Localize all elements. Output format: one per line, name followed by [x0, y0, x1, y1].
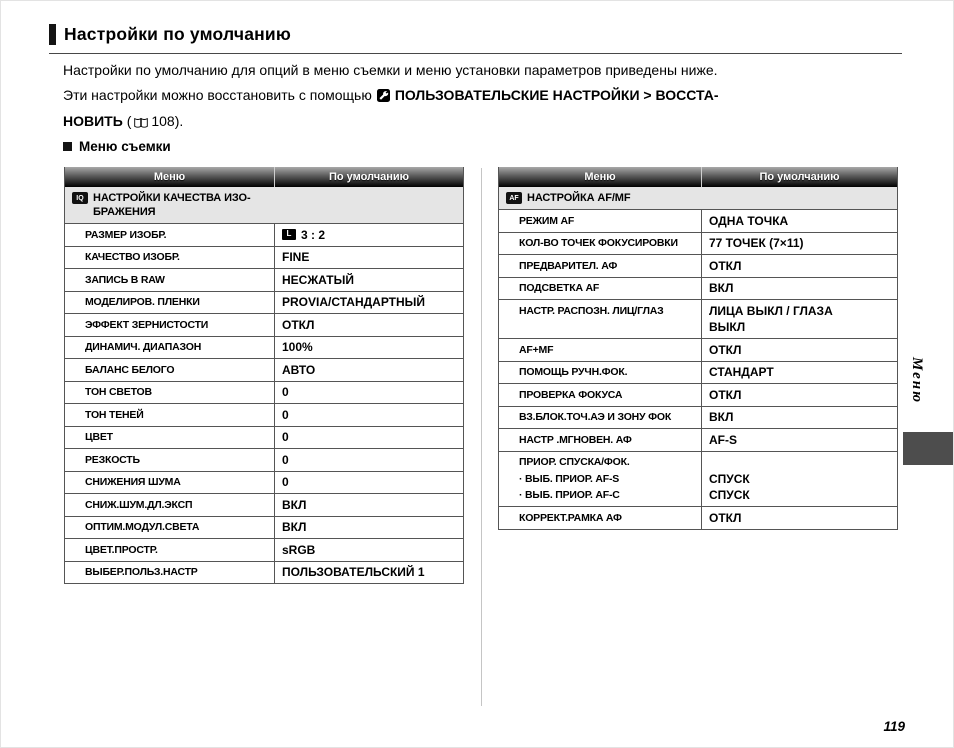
- value-line: ОТКЛ: [709, 387, 742, 402]
- label-line: ТОН СВЕТОВ: [85, 386, 152, 398]
- section-header-label: [93, 191, 251, 219]
- label-line: НАСТР .МГНОВЕН. АФ: [519, 433, 632, 446]
- default-value: [274, 382, 463, 404]
- label-line: ВЗ.БЛОК.ТОЧ.АЭ И ЗОНУ ФОК: [519, 411, 672, 423]
- value-line: AF-S: [709, 432, 737, 447]
- page-ref-open: (: [126, 113, 132, 129]
- menu-item-label: [65, 517, 274, 539]
- default-value: [701, 407, 897, 429]
- value-lines: [282, 519, 306, 536]
- label-line: РАЗМЕР ИЗОБР.: [85, 228, 167, 241]
- table-row: [499, 338, 897, 361]
- value-lines: [282, 429, 289, 446]
- menu-item-label: [499, 300, 701, 338]
- section-header-row: [65, 187, 463, 223]
- value-lines: [282, 407, 289, 424]
- table-row: [499, 428, 897, 451]
- menu-item-label: [499, 278, 701, 300]
- label-line: РЕЖИМ AF: [519, 214, 575, 227]
- label-line: ПОДСВЕТКА AF: [519, 282, 600, 294]
- value-line: ЛИЦА ВЫКЛ / ГЛАЗА: [709, 303, 833, 318]
- menu-item-label: [499, 429, 701, 451]
- value-line: АВТО: [282, 362, 316, 377]
- default-value: [274, 247, 463, 269]
- value-line: СПУСК: [709, 471, 750, 486]
- chapter-tab: [903, 432, 953, 465]
- value-line: ОТКЛ: [709, 510, 742, 525]
- value-line: sRGB: [282, 542, 316, 557]
- section-label-line: НАСТРОЙКИ КАЧЕСТВА ИЗО-: [93, 192, 251, 204]
- table-row: [499, 361, 897, 384]
- default-value: [274, 562, 463, 584]
- table-row: [65, 426, 463, 449]
- intro-line-2: Эти настройки можно восстановить с помощью: [63, 86, 372, 103]
- value-lines: [282, 452, 289, 469]
- default-value: [274, 539, 463, 561]
- default-value: [274, 472, 463, 494]
- default-value: [701, 507, 897, 529]
- value-lines: [709, 387, 741, 404]
- menu-item-label: [65, 472, 274, 494]
- reset-label-part1: ВОССТА-: [655, 86, 719, 103]
- value-line: 0: [282, 475, 289, 489]
- table-row: [65, 336, 463, 359]
- page-number: 119: [883, 719, 905, 734]
- default-value: [274, 314, 463, 336]
- value-lines: [709, 409, 733, 426]
- table-row: [65, 516, 463, 539]
- menu-item-label: [499, 452, 701, 507]
- label-line: ДИНАМИЧ. ДИАПАЗОН: [85, 341, 202, 353]
- image-size-l-icon: L: [282, 229, 296, 240]
- label-line: ЦВЕТ.ПРОСТР.: [85, 543, 158, 556]
- value-lines: [282, 294, 425, 311]
- label-line: ОПТИМ.МОДУЛ.СВЕТА: [85, 521, 200, 533]
- menu-item-label: [65, 427, 274, 449]
- value-line: ОТКЛ: [709, 342, 742, 357]
- menu-item-label: [499, 255, 701, 277]
- label-line: КОЛ-ВО ТОЧЕК ФОКУСИРОВКИ: [519, 237, 678, 249]
- value-lines: [709, 510, 741, 527]
- label-line: СНИЖЕНИЯ ШУМА: [85, 476, 181, 488]
- section-heading: [63, 139, 171, 154]
- default-value: [701, 452, 897, 507]
- table-row: [65, 538, 463, 561]
- menu-item-label: [65, 494, 274, 516]
- value-lines: [282, 564, 425, 581]
- default-value: [274, 494, 463, 516]
- value-lines: [301, 227, 325, 244]
- default-value: [701, 429, 897, 451]
- menu-item-label: [65, 337, 274, 359]
- table-row: [65, 246, 463, 269]
- title-divider: [49, 53, 902, 54]
- table-row: [499, 406, 897, 429]
- label-line: ЭФФЕКТ ЗЕРНИСТОСТИ: [85, 318, 209, 331]
- section-bullet-icon: [63, 142, 72, 151]
- table-row: [65, 448, 463, 471]
- default-value: [701, 278, 897, 300]
- column-header: Меню: [584, 171, 616, 183]
- value-lines: [282, 474, 289, 491]
- menu-item-label: [65, 562, 274, 584]
- menu-item-label: [499, 407, 701, 429]
- menu-item-label: [65, 269, 274, 291]
- value-lines: [709, 364, 774, 381]
- table-row: [65, 381, 463, 404]
- label-line: ТОН ТЕНЕЙ: [85, 408, 144, 421]
- default-value: [274, 427, 463, 449]
- value-line: ВКЛ: [709, 410, 734, 424]
- label-line: СНИЖ.ШУМ.ДЛ.ЭКСП: [85, 498, 193, 511]
- table-row: [499, 232, 897, 255]
- intro-line-1: Настройки по умолчанию для опций в меню съемки и меню установки параметров приведены ниже.: [63, 62, 718, 78]
- default-value: [274, 292, 463, 314]
- default-value: [274, 404, 463, 426]
- label-line: ЗАПИСЬ В RAW: [85, 273, 165, 286]
- reset-label-part2: НОВИТЬ: [63, 113, 123, 129]
- table-row: [65, 493, 463, 516]
- table-header-row: [65, 167, 463, 187]
- value-line: ОТКЛ: [709, 258, 742, 273]
- table-row: [65, 291, 463, 314]
- label-line: · ВЫБ. ПРИОР. AF-S: [519, 472, 620, 485]
- default-value: [701, 233, 897, 255]
- af-mf-icon: AF: [506, 192, 522, 204]
- value-lines: [709, 258, 741, 275]
- value-lines: [282, 384, 289, 401]
- table-row: [65, 561, 463, 584]
- value-lines: [282, 272, 354, 289]
- menu-item-label: [499, 384, 701, 406]
- menu-separator: >: [639, 86, 656, 103]
- label-line: · ВЫБ. ПРИОР. AF-C: [519, 489, 620, 501]
- default-value: [701, 255, 897, 277]
- column-header: По умолчанию: [274, 167, 463, 187]
- label-line: ПРОВЕРКА ФОКУСА: [519, 388, 623, 401]
- value-lines: [709, 454, 750, 504]
- table-row: [65, 471, 463, 494]
- value-line: ВЫКЛ: [709, 320, 746, 334]
- value-line: НЕСЖАТЫЙ: [282, 272, 354, 287]
- value-line: ОТКЛ: [282, 317, 315, 332]
- default-value: [274, 449, 463, 471]
- value-line: ВКЛ: [709, 281, 734, 295]
- value-lines: [282, 317, 314, 334]
- value-lines: [282, 542, 315, 559]
- label-line: ВЫБЕР.ПОЛЬЗ.НАСТР: [85, 566, 198, 578]
- default-value: [701, 384, 897, 406]
- value-line: ВКЛ: [282, 497, 307, 512]
- page-title-block: [49, 24, 291, 45]
- table-row: [499, 254, 897, 277]
- default-value: [701, 210, 897, 232]
- label-line: БАЛАНС БЕЛОГО: [85, 363, 175, 376]
- menu-item-label: [65, 247, 274, 269]
- table-row: [499, 277, 897, 300]
- page-ref-close: ).: [174, 113, 184, 129]
- menu-item-label: [65, 382, 274, 404]
- section-header-row: [499, 187, 897, 209]
- value-lines: [282, 249, 309, 266]
- default-value: [274, 337, 463, 359]
- menu-item-label: [499, 210, 701, 232]
- book-page-icon: [134, 111, 148, 136]
- table-row: [65, 268, 463, 291]
- menu-item-label: [499, 362, 701, 384]
- menu-item-label: [499, 507, 701, 529]
- value-line: 3 : 2: [301, 227, 326, 242]
- menu-item-label: [65, 224, 274, 246]
- table-row: [499, 506, 897, 529]
- value-line: 0: [282, 452, 289, 467]
- default-value: [274, 359, 463, 381]
- page-title: Настройки по умолчанию: [64, 24, 292, 44]
- column-header: Меню: [153, 171, 186, 183]
- section-title: Меню съемки: [79, 139, 171, 154]
- value-line: 77 ТОЧЕК (7×11): [709, 236, 804, 250]
- image-quality-icon: IQ: [72, 192, 88, 204]
- value-lines: [709, 280, 733, 297]
- label-line: ПОМОЩЬ РУЧН.ФОК.: [519, 366, 628, 378]
- title-accent-bar: [49, 24, 56, 45]
- label-line: НАСТР. РАСПОЗН. ЛИЦ/ГЛАЗ: [519, 304, 664, 317]
- menu-item-label: [65, 449, 274, 471]
- value-line: 100%: [282, 340, 313, 354]
- label-line: ЦВЕТ: [85, 431, 113, 443]
- section-label-line: БРАЖЕНИЯ: [93, 206, 156, 218]
- value-line: ВКЛ: [282, 520, 307, 534]
- default-value: [274, 224, 463, 246]
- value-lines: [709, 432, 737, 449]
- default-value: [701, 362, 897, 384]
- column-divider: [481, 168, 482, 706]
- label-line: КОРРЕКТ.РАМКА АФ: [519, 511, 622, 524]
- value-line: СТАНДАРТ: [709, 365, 774, 379]
- label-line: КАЧЕСТВО ИЗОБР.: [85, 251, 180, 263]
- value-line: 0: [282, 430, 289, 444]
- intro-paragraph: [63, 58, 905, 136]
- value-line: FINE: [282, 250, 310, 264]
- value-lines: [282, 339, 313, 356]
- table-row: [65, 358, 463, 381]
- table-header-row: [499, 167, 897, 187]
- menu-item-label: [65, 359, 274, 381]
- value-lines: [282, 362, 315, 379]
- table-row: [65, 313, 463, 336]
- value-lines: [709, 235, 804, 252]
- menu-item-label: [65, 314, 274, 336]
- shooting-menu-table: [64, 167, 464, 584]
- label-line: ПРЕДВАРИТЕЛ. АФ: [519, 259, 618, 272]
- value-lines: [282, 497, 306, 514]
- menu-item-label: [65, 539, 274, 561]
- value-lines: [709, 213, 788, 230]
- table-row: [499, 299, 897, 338]
- value-line: 0: [282, 385, 289, 399]
- section-label-line: НАСТРОЙКА AF/MF: [527, 192, 631, 204]
- table-row: [499, 209, 897, 232]
- label-line: РЕЗКОСТЬ: [85, 453, 140, 466]
- table-row: [65, 403, 463, 426]
- menu-item-label: [65, 292, 274, 314]
- af-mf-menu-table: [498, 167, 898, 530]
- custom-settings-label: ПОЛЬЗОВАТЕЛЬСКИЕ НАСТРОЙКИ: [394, 86, 640, 103]
- value-line: СПУСК: [709, 488, 750, 502]
- value-line: ПОЛЬЗОВАТЕЛЬСКИЙ 1: [282, 565, 425, 579]
- table-row: [65, 223, 463, 246]
- label-line: ПРИОР. СПУСКА/ФОК.: [519, 456, 630, 468]
- value-line: PROVIA/СТАНДАРТНЫЙ: [282, 295, 426, 309]
- default-value: [701, 339, 897, 361]
- menu-item-label: [499, 233, 701, 255]
- sidebar-chapter-label: Меню: [909, 357, 925, 405]
- table-row: [499, 383, 897, 406]
- default-value: [274, 517, 463, 539]
- table-row: [499, 451, 897, 507]
- value-lines: [709, 342, 741, 359]
- value-line: [709, 454, 750, 471]
- value-line: 0: [282, 407, 289, 422]
- value-lines: [709, 303, 833, 336]
- menu-item-label: [65, 404, 274, 426]
- page-ref-number: 108: [151, 113, 175, 129]
- default-value: [701, 300, 897, 338]
- column-header: По умолчанию: [701, 167, 897, 187]
- section-header-label: [527, 191, 630, 205]
- value-line: ОДНА ТОЧКА: [709, 213, 789, 228]
- label-line: МОДЕЛИРОВ. ПЛЕНКИ: [85, 296, 200, 308]
- setup-menu-icon: [376, 85, 391, 110]
- menu-item-label: [499, 339, 701, 361]
- label-line: AF+MF: [519, 343, 554, 356]
- default-value: [274, 269, 463, 291]
